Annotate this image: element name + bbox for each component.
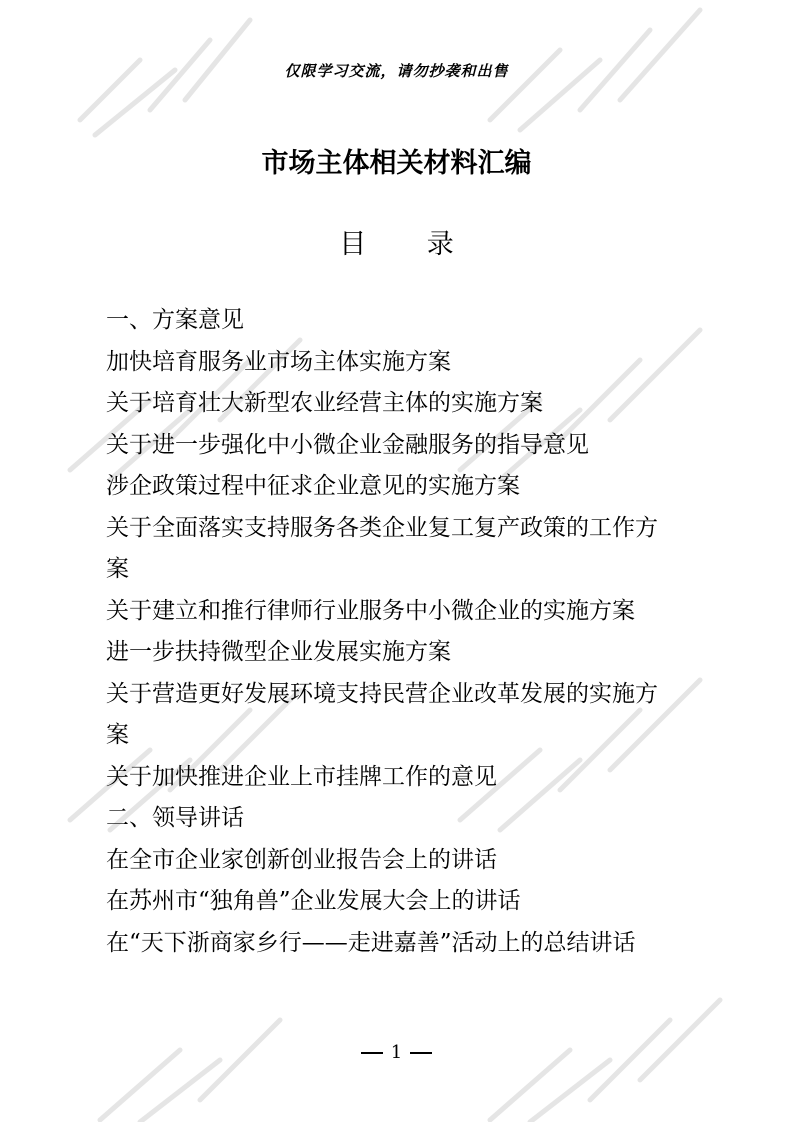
page-number: 1: [390, 1042, 403, 1063]
section-heading-1: 一、方案意见: [106, 307, 244, 333]
section-heading-2: 二、领导讲话: [106, 805, 244, 831]
toc-item: 关于加快推进企业上市挂牌工作的意见: [106, 763, 497, 790]
toc-item-continuation: 案: [106, 722, 129, 748]
header-notice: 仅限学习交流，请勿抄袭和出售: [284, 62, 509, 80]
toc-item: 关于进一步强化中小微企业金融服务的指导意见: [106, 431, 589, 458]
toc-item: 加快培育服务业市场主体实施方案: [106, 348, 451, 375]
footer-dash-right: [410, 1052, 432, 1054]
toc-item: 关于培育壮大新型农业经营主体的实施方案: [106, 390, 543, 416]
toc-item: 关于建立和推行律师行业服务中小微企业的实施方案: [106, 597, 635, 624]
toc-item: 在苏州市“独角兽”企业发展大会上的讲话: [106, 888, 521, 914]
document-title: 市场主体相关材料汇编: [261, 148, 532, 179]
toc-heading: 目 录: [339, 229, 480, 260]
table-of-contents: [106, 300, 702, 964]
toc-item: 在全市企业家创新创业报告会上的讲话: [106, 846, 497, 873]
page-footer: [0, 1042, 793, 1063]
toc-item-continuation: 案: [106, 556, 129, 582]
toc-item: 涉企政策过程中征求企业意见的实施方案: [106, 473, 520, 499]
toc-item: 进一步扶持微型企业发展实施方案: [106, 639, 451, 665]
toc-item: 关于全面落实支持服务各类企业复工复产政策的工作方: [106, 514, 658, 541]
footer-dash-left: [361, 1052, 383, 1054]
toc-item: 在“天下浙商家乡行——走进嘉善”活动上的总结讲话: [106, 929, 636, 956]
toc-item: 关于营造更好发展环境支持民营企业改革发展的实施方: [106, 680, 658, 707]
